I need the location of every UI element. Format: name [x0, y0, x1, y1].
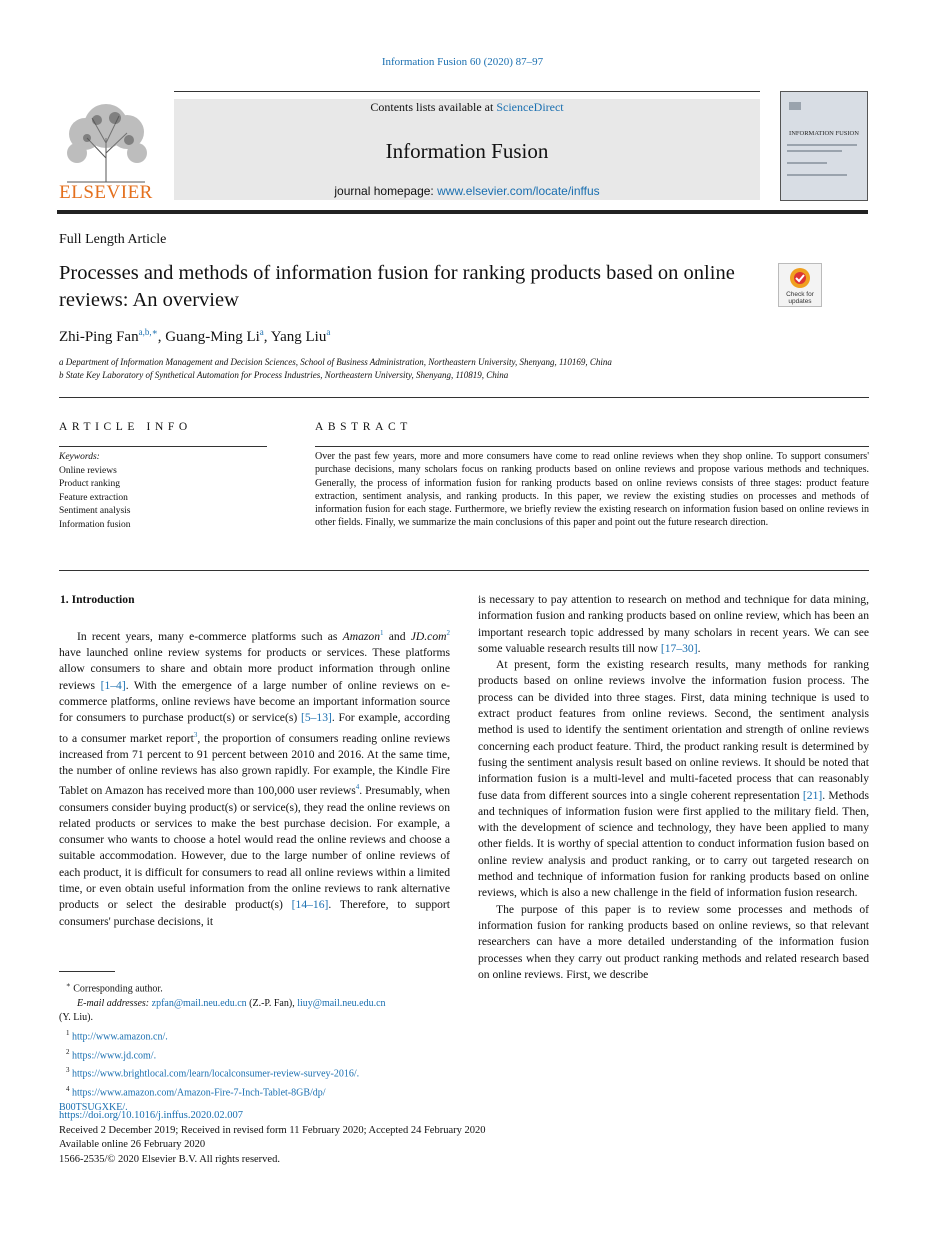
footnote-item: $^3$ https://www.brightlocal.com/learn/localconsumer-review-survey-2016/.: [66, 1066, 360, 1080]
footnote-corresponding: ∗ Corresponding author.: [66, 981, 163, 995]
elsevier-wordmark: ELSEVIER: [59, 182, 153, 203]
citation-link[interactable]: [14–16]: [291, 898, 329, 912]
divider: [315, 446, 869, 447]
journal-reference[interactable]: Information Fusion 60 (2020) 87–97: [381, 56, 544, 68]
keyword: Product ranking: [59, 479, 120, 489]
footnote-ref[interactable]: 1: [380, 629, 384, 637]
elsevier-logo: [57, 98, 155, 202]
keyword: Information fusion: [59, 519, 131, 530]
sciencedirect-link[interactable]: ScienceDirect: [496, 100, 564, 114]
check-updates-label: Check for updates: [786, 291, 814, 305]
article-info-heading: ARTICLE INFO: [59, 421, 192, 433]
citation-link[interactable]: [5–13]: [300, 711, 332, 725]
keyword: Online reviews: [59, 465, 117, 476]
keyword: Sentiment analysis: [59, 506, 131, 516]
paragraph: is necessary to pay attention to research on method and technique for data mining, information fusion and ranking products based on online review, which has been an important research topic addressed by many scholars in recent years. We can see some valuable research results till now [17–30].: [478, 593, 869, 655]
author-affiliation-mark[interactable]: a,b,∗: [138, 327, 158, 337]
contents-line: Contents lists available at ScienceDirect: [370, 100, 564, 114]
doi-link[interactable]: https://doi.org/10.1016/j.inffus.2020.02.007: [59, 1110, 243, 1121]
keywords-list: [59, 451, 131, 532]
author-affiliation-mark[interactable]: a: [326, 327, 331, 337]
check-for-updates-button[interactable]: [778, 263, 822, 307]
citation-link[interactable]: [17–30]: [660, 641, 698, 655]
left-column: [59, 625, 450, 930]
footnote-rule: [59, 971, 115, 972]
abstract-text: Over the past few years, more and more consumers have come to read online reviews when they shop online. To support consumers' purchase decisions, many scholars focus on ranking products based on online reviews and propose various methods and techniques. Generally, the process of information fusion for ranking products based on online reviews consists of three stages: product feature extraction, sentiment analysis, and ranking products. In this paper, we review the existing studies on processes and methods of information fusion for each stage. Furthermore, we briefly review the existing research on information fusion based on online reviews in other fields. Finally, we summarize the main conclusions of this paper and point out the future research direction.: [315, 451, 869, 529]
section-heading: 1. Introduction: [60, 593, 135, 606]
paragraph: The purpose of this paper is to review some processes and methods of information fusion for ranking products based on online reviews, so that relevant researchers can have a more detailed understanding of the information fusion processes when they carry out product ranking methods and related research based on online reviews. First, we describe: [478, 902, 869, 981]
footnote-item: $^4$ https://www.amazon.com/Amazon-Fire-7-Inch-Tablet-8GB/dp/: [66, 1085, 326, 1099]
affiliation: a Department of Information Management and Decision Sciences, School of Business Administration, Northeastern University, Shenyang, 110169, China: [59, 357, 612, 367]
publication-info: [59, 1109, 485, 1167]
right-column: [478, 592, 869, 983]
footnote-email-owner: (Y. Liu).: [59, 1012, 93, 1024]
divider: [59, 570, 869, 571]
header-rule: [57, 210, 868, 214]
available-date: Available online 26 February 2020: [59, 1139, 206, 1150]
paragraph: In recent years, many e-commerce platforms such as Amazon$^1$ and JD.com$^2$ have launched online review systems for products or services. These platforms allow consumers to share and obtain more product information through online reviews [1–4]. With the emergence of a large number of online reviews on e-commerce platforms, online reviews have become an important information source for consumers to purchase product(s) or service(s) [5–13]. For example, according to a consumer market report$^3$, the proportion of consumers reading online reviews increased from 71 percent to 91 percent between 2010 and 2016. At the same time, the number of online reviews has also grown rapidly. For example, the Kindle Fire Tablet on Amazon has received more than 100,000 user reviews$^4$. Presumably, when consumers consider buying product(s) or service(s), they read the online reviews on related products or services to make the best purchase decision. For example, a consumer who wants to choose a hotel would read the online reviews and choose a suitable accommodation. However, due to the large number of online reviews of each product, it is difficult for consumers to read all online reviews within a limited time, or even obtain useful information from the online reviews to rank alternative products or select the desirable product(s) [14–16]. Therefore, to support consumers' purchase decisions, it: [59, 629, 451, 928]
keyword: Feature extraction: [59, 492, 128, 503]
footnote-url-continued[interactable]: B00TSUGXKE/.: [59, 1102, 128, 1114]
footnote-emails: E-mail addresses: zpfan@mail.neu.edu.cn (Z.-P. Fan), liuy@mail.neu.edu.cn: [77, 997, 386, 1009]
author-name[interactable]: Zhi-Ping Fan: [59, 329, 139, 345]
footnote-url[interactable]: http://www.amazon.cn/.: [72, 1031, 168, 1043]
footnotes: [59, 978, 452, 1116]
homepage-link[interactable]: www.elsevier.com/locate/inffus: [437, 184, 600, 198]
banner-top-rule: [174, 91, 760, 92]
footnote-url[interactable]: https://www.jd.com/.: [72, 1049, 157, 1061]
journal-name: Information Fusion: [385, 139, 549, 163]
footnote-ref[interactable]: 3: [193, 730, 198, 739]
cover-logo-icon: [789, 102, 801, 110]
divider: [59, 397, 869, 398]
journal-cover: [780, 91, 868, 201]
citation-link[interactable]: [1–4]: [100, 678, 126, 692]
email-link[interactable]: zpfan@mail.neu.edu.cn: [151, 997, 247, 1009]
copyright: 1566-2535/© 2020 Elsevier B.V. All rights reserved.: [59, 1153, 280, 1165]
author-name[interactable]: Yang Liu: [270, 329, 327, 345]
footnote-item: $^1$ http://www.amazon.cn/.: [66, 1028, 168, 1043]
cover-title: INFORMATION FUSION: [789, 130, 859, 137]
check-updates-icon: [789, 267, 811, 289]
abstract-heading: ABSTRACT: [315, 421, 412, 433]
footnote-url[interactable]: https://www.brightlocal.com/learn/localconsumer-review-survey-2016/.: [72, 1068, 360, 1080]
keywords-label: Keywords:: [59, 452, 100, 462]
email-link[interactable]: liuy@mail.neu.edu.cn: [297, 997, 386, 1009]
homepage-line: journal homepage: www.elsevier.com/locate/inffus: [334, 184, 600, 198]
footnote-url[interactable]: https://www.amazon.com/Amazon-Fire-7-Inch-Tablet-8GB/dp/: [72, 1087, 326, 1099]
author-list: Zhi-Ping Fan$^{a,b,∗}$, Guang-Ming Li$^a$, Yang Liu$^a$: [59, 327, 331, 345]
received-dates: Received 2 December 2019; Received in revised form 11 February 2020; Accepted 24 February 2020: [59, 1124, 486, 1136]
footnote-ref[interactable]: 2: [446, 629, 450, 637]
footnote-item: $^2$ https://www.jd.com/.: [66, 1047, 157, 1061]
article-title: Processes and methods of information fusion for ranking products based on online reviews: An overview: [59, 262, 735, 311]
affiliation: b State Key Laboratory of Synthetical Automation for Process Industries, Northeastern University, Shenyang, 110819, China: [59, 370, 509, 380]
article-type: Full Length Article: [59, 232, 167, 247]
elsevier-tree-icon: [57, 98, 155, 184]
divider: [59, 446, 267, 447]
footnote-ref[interactable]: 4: [355, 783, 360, 792]
citation-link[interactable]: [21]: [802, 788, 823, 802]
author-affiliation-mark[interactable]: a: [259, 327, 264, 337]
author-name[interactable]: Guang-Ming Li: [165, 329, 260, 345]
paragraph: At present, form the existing research results, many methods for ranking products based on online reviews involve the information fusion process. The process can be divided into three stages. First, data mining technique is used to extract product features from online reviews. Second, the sentiment analysis method is used to identify the sentiment orientation and strength of online reviews concerning each product feature. Third, the product ranking result is determined by fusing the sentiment analysis result based on online reviews. It should be noted that information fusion is a multi-level and multi-faceted process that can reasonably fuse data from different sources into a single coherent representation [21]. Methods and techniques of information fusion were first applied to the military field. Then, with the development of science and technology, they have been applied to many other fields. It is worthy of special attention to conduct information fusion based on online review analysis and product ranking, or to carry out targeted research on method and technique of information fusion for ranking products based on online reviews, which is also a new challenge in the field of information fusion research.: [478, 658, 869, 900]
